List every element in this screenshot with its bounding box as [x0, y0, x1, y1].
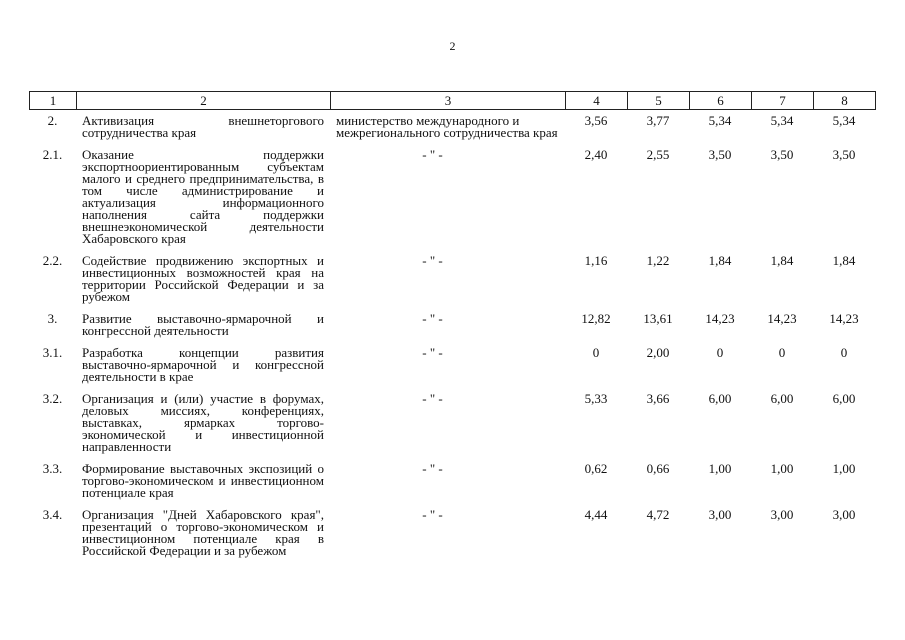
- row-number: 3.2.: [42, 391, 63, 406]
- table-row: [29, 251, 875, 309]
- value-col-6: 6,00: [708, 391, 732, 406]
- value-col-7: 1,84: [770, 253, 794, 268]
- row-number: 2.2.: [42, 253, 63, 268]
- table-row: [29, 309, 875, 343]
- executor: - " -: [422, 311, 443, 326]
- page-number: 2: [449, 39, 456, 53]
- value-col-4: 2,40: [584, 147, 608, 162]
- row-number: 3.3.: [42, 461, 63, 476]
- table-row: [29, 459, 875, 505]
- row-number: 2.: [47, 113, 58, 128]
- value-col-6: 3,50: [708, 147, 732, 162]
- table-row: [29, 111, 875, 145]
- header-cell-5: 5: [628, 92, 690, 110]
- header-cell-8: 8: [814, 92, 876, 110]
- value-col-6: 1,84: [708, 253, 732, 268]
- header-row: [30, 92, 876, 110]
- value-col-5: 0,66: [646, 461, 670, 476]
- executor: - " -: [422, 461, 443, 476]
- row-number: 3.: [47, 311, 58, 326]
- activity-name: Разработка концепции развития выставочно-ярмарочной и конгрессной деятельности в крае: [82, 345, 324, 384]
- value-col-4: 4,44: [584, 507, 608, 522]
- value-col-4: 1,16: [584, 253, 608, 268]
- executor: - " -: [422, 391, 443, 406]
- activity-name: Организация "Дней Хабаровского края", презентаций о торгово-экономическом и инвестиционном потенциале края в Российской Федерации и за рубежом: [82, 507, 324, 558]
- executor: - " -: [422, 253, 443, 268]
- header-cell-7: 7: [752, 92, 814, 110]
- activity-name: Оказание поддержки экспортноориентированным субъектам малого и среднего предпринимательства, в том числе администрирование и актуализация информационного наполнения сайта поддержки внешнеэкономической деятельности Хабаровского края: [82, 147, 324, 246]
- value-col-5: 1,22: [646, 253, 670, 268]
- budget-table: [29, 111, 875, 557]
- value-col-6: 14,23: [705, 311, 735, 326]
- value-col-8: 5,34: [832, 113, 856, 128]
- header-cell-1: 1: [30, 92, 77, 110]
- activity-name: Активизация внешнеторгового сотрудничества края: [82, 113, 324, 140]
- value-col-4: 3,56: [584, 113, 608, 128]
- table-row: [29, 505, 875, 557]
- value-col-4: 0,62: [584, 461, 608, 476]
- row-number: 3.1.: [42, 345, 63, 360]
- activity-name: Организация и (или) участие в форумах, деловых миссиях, конференциях, выставках, ярмарках торгово-экономической и инвестиционной направленности: [82, 391, 324, 454]
- value-col-7: 5,34: [770, 113, 794, 128]
- value-col-8: 6,00: [832, 391, 856, 406]
- value-col-4: 5,33: [584, 391, 608, 406]
- activity-name: Формирование выставочных экспозиций о торгово-экономическом и инвестиционном потенциале края: [82, 461, 324, 500]
- table-row: [29, 145, 875, 251]
- row-number: 2.1.: [42, 147, 63, 162]
- value-col-5: 2,00: [646, 345, 670, 360]
- executor: министерство международного и межрегионального сотрудничества края: [336, 113, 558, 140]
- value-col-8: 3,50: [832, 147, 856, 162]
- value-col-6: 0: [716, 345, 724, 360]
- value-col-8: 14,23: [829, 311, 859, 326]
- value-col-7: 3,50: [770, 147, 794, 162]
- header-cell-3: 3: [331, 92, 566, 110]
- value-col-5: 4,72: [646, 507, 670, 522]
- value-col-7: 0: [778, 345, 786, 360]
- executor: - " -: [422, 507, 443, 522]
- header-cell-2: 2: [77, 92, 331, 110]
- value-col-7: 3,00: [770, 507, 794, 522]
- executor: - " -: [422, 345, 443, 360]
- value-col-6: 5,34: [708, 113, 732, 128]
- value-col-7: 6,00: [770, 391, 794, 406]
- header-cell-6: 6: [690, 92, 752, 110]
- activity-name: Содействие продвижению экспортных и инвестиционных возможностей края на территории Российской Федерации и за рубежом: [82, 253, 324, 304]
- table-row: [29, 389, 875, 459]
- value-col-8: 1,84: [832, 253, 856, 268]
- value-col-7: 1,00: [770, 461, 794, 476]
- value-col-7: 14,23: [767, 311, 797, 326]
- value-col-5: 13,61: [643, 311, 673, 326]
- header-cell-4: 4: [566, 92, 628, 110]
- value-col-6: 3,00: [708, 507, 732, 522]
- value-col-5: 3,66: [646, 391, 670, 406]
- executor: - " -: [422, 147, 443, 162]
- value-col-5: 2,55: [646, 147, 670, 162]
- activity-name: Развитие выставочно-ярмарочной и конгрессной деятельности: [82, 311, 324, 338]
- value-col-4: 12,82: [581, 311, 611, 326]
- value-col-8: 0: [840, 345, 848, 360]
- value-col-8: 3,00: [832, 507, 856, 522]
- value-col-4: 0: [592, 345, 600, 360]
- value-col-6: 1,00: [708, 461, 732, 476]
- column-header-table: [29, 91, 876, 110]
- value-col-5: 3,77: [646, 113, 670, 128]
- value-col-8: 1,00: [832, 461, 856, 476]
- row-number: 3.4.: [42, 507, 63, 522]
- table-row: [29, 343, 875, 389]
